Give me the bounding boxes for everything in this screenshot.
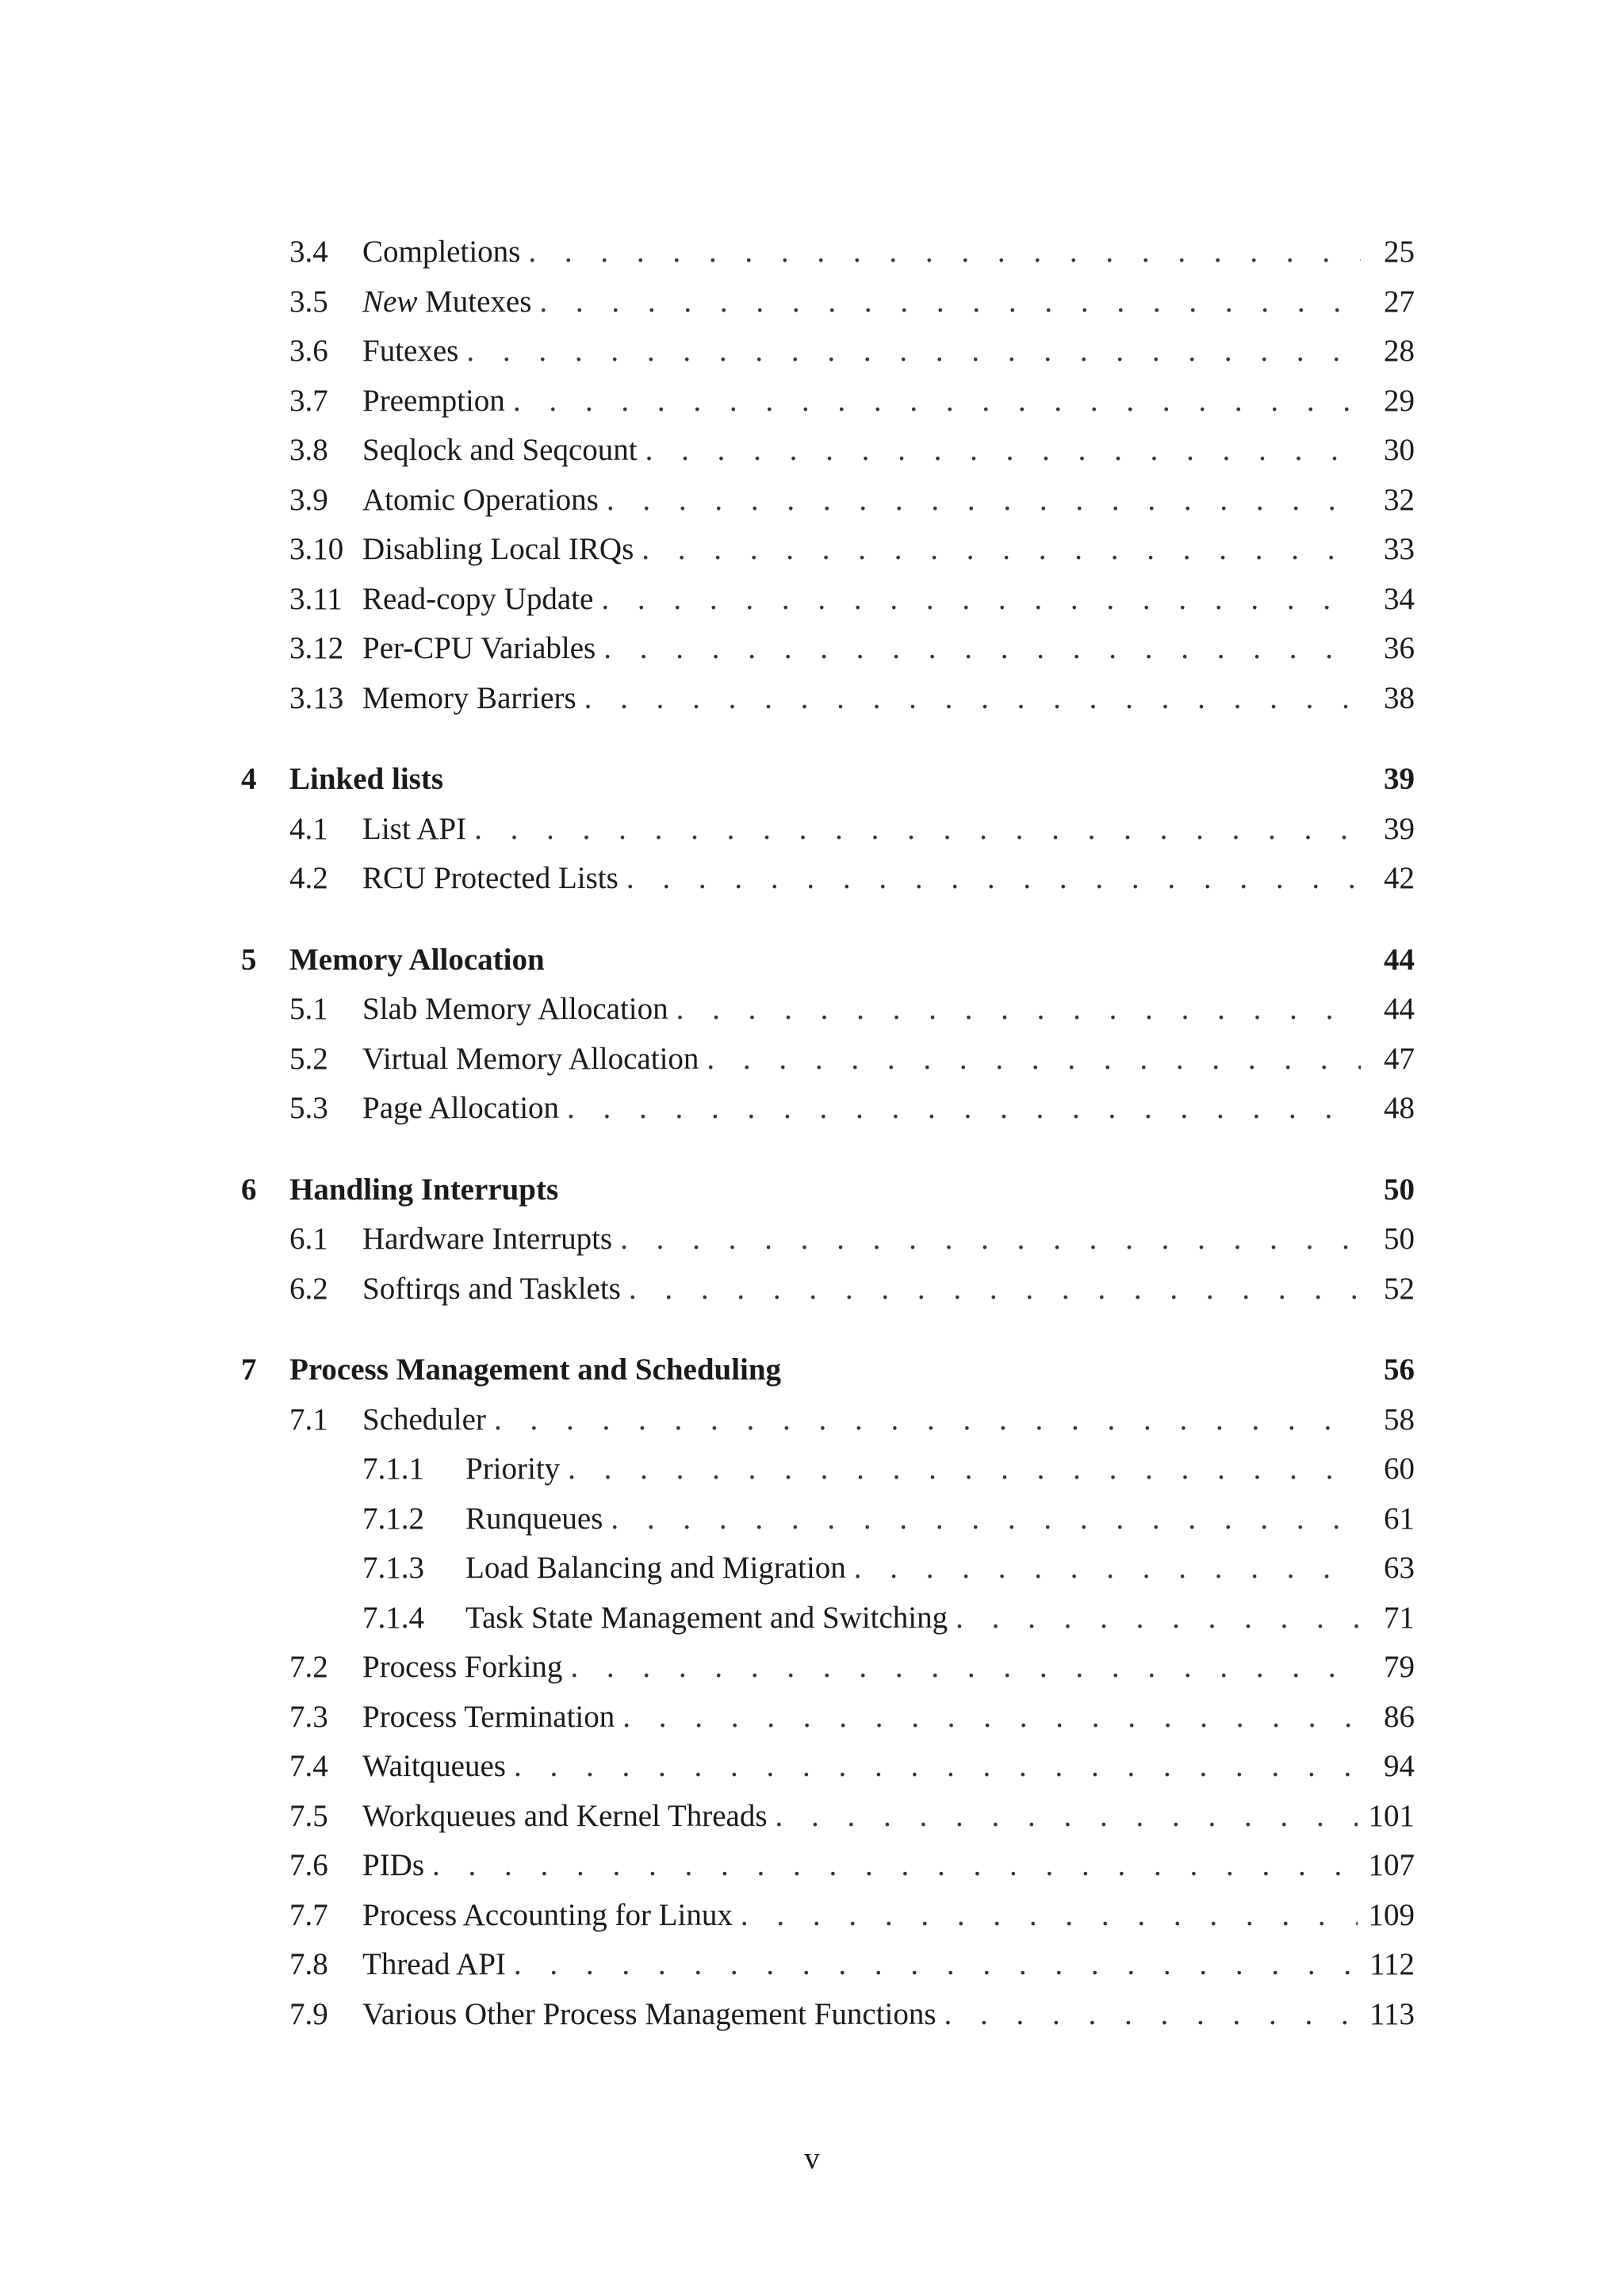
toc-dot-leader <box>854 1544 1361 1594</box>
toc-entry-title: Process Forking <box>362 1650 563 1684</box>
toc-section-entry[interactable] <box>241 1215 1415 1265</box>
toc-entry-number: 7.1.2 <box>362 1501 424 1536</box>
toc-dot-leader <box>622 1693 1361 1743</box>
toc-dot-leader <box>570 1643 1361 1693</box>
toc-entry-number: 5.2 <box>289 1041 328 1076</box>
toc-entry-page: 109 <box>1368 1897 1415 1932</box>
toc-entry-title: Slab Memory Allocation <box>362 992 668 1026</box>
toc-entry-number: 6.1 <box>289 1222 328 1256</box>
toc-entry-page: 48 <box>1384 1091 1415 1125</box>
toc-section-entry[interactable] <box>241 1940 1415 1990</box>
toc-section-entry[interactable] <box>241 1693 1415 1743</box>
toc-section-entry[interactable] <box>241 277 1415 327</box>
toc-dot-leader <box>642 525 1361 575</box>
toc-entry-title <box>362 277 531 327</box>
toc-dot-leader <box>620 1215 1361 1265</box>
toc-entry-title: Page Allocation <box>362 1091 560 1125</box>
toc-entry-number: 4.1 <box>289 811 328 846</box>
toc-dot-leader <box>776 1792 1358 1842</box>
toc-section-entry[interactable] <box>241 805 1415 855</box>
toc-entry-title: List API <box>362 811 467 846</box>
toc-dot-leader <box>645 426 1361 476</box>
toc-entry-number: 5 <box>241 942 257 977</box>
toc-section-entry[interactable] <box>241 1841 1415 1891</box>
toc-entry-page: 58 <box>1384 1402 1415 1437</box>
toc-dot-leader <box>944 1990 1358 2040</box>
toc-dot-leader <box>567 1084 1361 1134</box>
toc-entry-page: 32 <box>1384 482 1415 517</box>
toc-entry-title-emphasis: New <box>362 284 418 319</box>
toc-entry-number: 7.6 <box>289 1848 328 1882</box>
toc-dot-leader <box>539 277 1361 327</box>
toc-entry-number: 7.7 <box>289 1897 328 1932</box>
toc-entry-page: 86 <box>1384 1699 1415 1734</box>
toc-entry-number: 3.9 <box>289 482 328 517</box>
toc-chapter-entry[interactable] <box>241 936 1415 985</box>
toc-entry-title: Preemption <box>362 383 505 418</box>
toc-dot-leader <box>568 1445 1361 1494</box>
toc-entry-title: Handling Interrupts <box>289 1172 559 1207</box>
toc-entry-page: 29 <box>1384 383 1415 418</box>
toc-entry-number: 3.5 <box>289 284 328 319</box>
toc-entry-title: Priority <box>465 1452 561 1486</box>
toc-entry-title: Process Accounting for Linux <box>362 1897 733 1932</box>
toc-entry-page: 44 <box>1384 992 1415 1026</box>
toc-entry-title: PIDs <box>362 1848 425 1882</box>
toc-dot-leader <box>956 1594 1361 1644</box>
toc-entry-number: 7.1 <box>289 1402 328 1437</box>
toc-section-entry[interactable] <box>241 985 1415 1035</box>
toc-entry-page: 34 <box>1384 581 1415 616</box>
toc-entry-number: 3.6 <box>289 334 328 368</box>
toc-entry-title: Memory Allocation <box>289 942 545 977</box>
toc-dot-leader <box>626 854 1361 904</box>
toc-entry-page: 50 <box>1384 1172 1415 1207</box>
toc-entry-title: Various Other Process Management Functions <box>362 1996 936 2031</box>
toc-section-entry[interactable] <box>241 1035 1415 1085</box>
toc-dot-leader <box>611 1494 1361 1544</box>
toc-entry-title: Per-CPU Variables <box>362 631 596 665</box>
toc-entry-title: Process Management and Scheduling <box>289 1353 782 1387</box>
toc-entry-page: 79 <box>1384 1650 1415 1684</box>
toc-entry-title: Runqueues <box>465 1501 603 1536</box>
toc-section-entry[interactable] <box>241 1990 1415 2040</box>
toc-entry-title: Hardware Interrupts <box>362 1222 613 1256</box>
toc-entry-page: 39 <box>1384 762 1415 796</box>
toc-entry-title: Load Balancing and Migration <box>465 1551 846 1585</box>
toc-entry-title: Workqueues and Kernel Threads <box>362 1798 768 1833</box>
toc-entry-title: Disabling Local IRQs <box>362 532 634 566</box>
toc-section-entry[interactable] <box>241 327 1415 377</box>
toc-entry-page: 28 <box>1384 334 1415 368</box>
toc-entry-number: 3.10 <box>289 532 344 566</box>
toc-section-entry[interactable] <box>241 228 1415 277</box>
toc-section-entry[interactable] <box>241 1891 1415 1941</box>
toc-entry-title: Scheduler <box>362 1402 486 1437</box>
toc-dot-leader <box>494 1395 1361 1445</box>
toc-entry-number: 3.13 <box>289 680 344 715</box>
toc-entry-number: 7.3 <box>289 1699 328 1734</box>
toc-entry-page: 113 <box>1369 1996 1415 2031</box>
page-number: v <box>804 2141 820 2175</box>
toc-section-entry[interactable] <box>241 575 1415 625</box>
toc-dot-leader <box>474 805 1361 855</box>
toc-chapter-entry[interactable] <box>241 755 1415 805</box>
toc-section-entry[interactable] <box>241 1084 1415 1134</box>
toc-entry-page: 39 <box>1384 811 1415 846</box>
toc-dot-leader <box>514 1742 1361 1792</box>
toc-entry-title: Thread API <box>362 1947 506 1981</box>
toc-dot-leader <box>513 377 1361 427</box>
toc-dot-leader <box>629 1265 1361 1314</box>
toc-section-entry[interactable] <box>241 674 1415 724</box>
toc-dot-leader <box>607 476 1361 526</box>
toc-section-entry[interactable] <box>241 1643 1415 1693</box>
toc-section-entry[interactable] <box>241 854 1415 904</box>
toc-entry-number: 7.4 <box>289 1749 328 1783</box>
toc-entry-title: Softirqs and Tasklets <box>362 1271 621 1306</box>
toc-section-entry[interactable] <box>241 377 1415 427</box>
toc-entry-number: 6.2 <box>289 1271 328 1306</box>
toc-section-entry[interactable] <box>241 525 1415 575</box>
toc-dot-leader <box>603 624 1361 674</box>
toc-entry-number: 6 <box>241 1172 257 1207</box>
toc-entry-number: 7.8 <box>289 1947 328 1981</box>
toc-entry-title: Atomic Operations <box>362 482 599 517</box>
toc-entry-number: 7.5 <box>289 1798 328 1833</box>
toc-entry-number: 4 <box>241 762 257 796</box>
toc-section-entry[interactable] <box>241 1265 1415 1314</box>
toc-entry-title: Task State Management and Switching <box>465 1600 948 1635</box>
toc-entry-page: 94 <box>1384 1749 1415 1783</box>
toc-entry-page: 56 <box>1384 1353 1415 1387</box>
toc-entry-number: 7 <box>241 1353 257 1387</box>
toc-entry-number: 3.12 <box>289 631 344 665</box>
toc-entry-page: 112 <box>1369 1947 1415 1981</box>
toc-entry-page: 36 <box>1384 631 1415 665</box>
toc-entry-title: Linked lists <box>289 762 443 796</box>
toc-dot-leader <box>528 228 1361 277</box>
toc-chapter-entry[interactable] <box>241 1165 1415 1215</box>
toc-entry-title: Read-copy Update <box>362 581 594 616</box>
toc-section-entry[interactable] <box>241 1792 1415 1842</box>
toc-entry-page: 63 <box>1384 1551 1415 1585</box>
toc-dot-leader <box>514 1940 1358 1990</box>
toc-section-entry[interactable] <box>241 624 1415 674</box>
toc-dot-leader <box>466 327 1361 377</box>
toc-dot-leader <box>601 575 1361 625</box>
toc-dot-leader <box>676 985 1361 1035</box>
toc-entry-page: 25 <box>1384 235 1415 269</box>
toc-chapter-entry[interactable] <box>241 1345 1415 1395</box>
toc-entry-title: Process Termination <box>362 1699 615 1734</box>
toc-entry-title: Completions <box>362 235 521 269</box>
toc-entry-page: 71 <box>1384 1600 1415 1635</box>
toc-entry-number: 7.1.4 <box>362 1600 424 1635</box>
toc-entry-number: 5.3 <box>289 1091 328 1125</box>
toc-entry-number: 3.4 <box>289 235 328 269</box>
toc-entry-number: 4.2 <box>289 861 328 895</box>
toc-dot-leader <box>432 1841 1357 1891</box>
toc-entry-title: Waitqueues <box>362 1749 506 1783</box>
toc-subsection-entry[interactable] <box>241 1594 1415 1644</box>
toc-entry-page: 60 <box>1384 1452 1415 1486</box>
toc-subsection-entry[interactable] <box>241 1494 1415 1544</box>
toc-entry-number: 3.7 <box>289 383 328 418</box>
toc-dot-leader <box>741 1891 1358 1941</box>
toc-entry-number: 3.11 <box>289 581 343 616</box>
toc-entry-number: 7.1.1 <box>362 1452 424 1486</box>
toc-entry-title-rest: Mutexes <box>417 284 532 319</box>
toc-entry-page: 30 <box>1384 433 1415 467</box>
table-of-contents <box>241 228 1415 2039</box>
toc-entry-number: 7.9 <box>289 1996 328 2031</box>
toc-entry-page: 47 <box>1384 1041 1415 1076</box>
toc-dot-leader <box>707 1035 1361 1085</box>
toc-entry-page: 33 <box>1384 532 1415 566</box>
toc-entry-page: 50 <box>1384 1222 1415 1256</box>
toc-entry-page: 44 <box>1384 942 1415 977</box>
toc-entry-title: Virtual Memory Allocation <box>362 1041 699 1076</box>
toc-section-entry[interactable] <box>241 426 1415 476</box>
toc-entry-page: 27 <box>1384 284 1415 319</box>
toc-entry-number: 5.1 <box>289 992 328 1026</box>
toc-entry-title: RCU Protected Lists <box>362 861 619 895</box>
toc-entry-title: Seqlock and Seqcount <box>362 433 638 467</box>
toc-entry-page: 107 <box>1368 1848 1415 1882</box>
toc-entry-page: 52 <box>1384 1271 1415 1306</box>
toc-subsection-entry[interactable] <box>241 1544 1415 1594</box>
toc-entry-page: 38 <box>1384 680 1415 715</box>
toc-entry-number: 7.1.3 <box>362 1551 424 1585</box>
toc-entry-title: Memory Barriers <box>362 680 576 715</box>
toc-section-entry[interactable] <box>241 1395 1415 1445</box>
toc-section-entry[interactable] <box>241 1742 1415 1792</box>
toc-entry-page: 101 <box>1368 1798 1415 1833</box>
toc-entry-page: 61 <box>1384 1501 1415 1536</box>
toc-entry-title: Futexes <box>362 334 459 368</box>
toc-entry-page: 42 <box>1384 861 1415 895</box>
toc-section-entry[interactable] <box>241 476 1415 526</box>
toc-dot-leader <box>584 674 1361 724</box>
toc-subsection-entry[interactable] <box>241 1445 1415 1494</box>
toc-entry-number: 7.2 <box>289 1650 328 1684</box>
toc-entry-number: 3.8 <box>289 433 328 467</box>
